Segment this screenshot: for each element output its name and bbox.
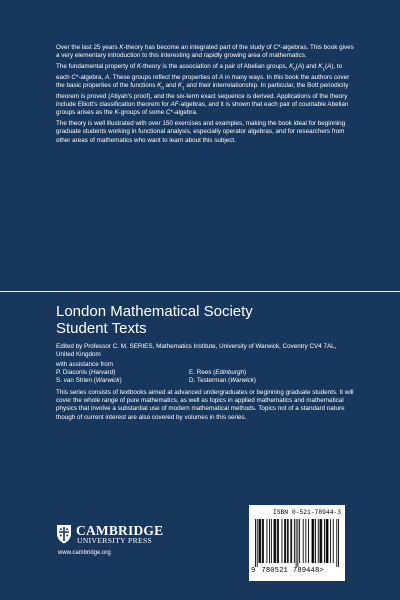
barcode-bar	[259, 519, 260, 563]
barcode-bar	[262, 519, 263, 563]
barcode-bar	[318, 519, 319, 563]
barcode-bar	[330, 519, 331, 563]
barcode-bar	[259, 519, 260, 563]
assistant-rees: E. Rees (Edinburgh)	[189, 369, 247, 376]
barcode-bar	[328, 519, 329, 563]
blurb-paragraph-exercises: The theory is well illustrated with over 150 exercises and examples, making the book ideal for beginning graduate students working in functional analysis, especially operator algebras, and for researchers from other areas of mathematics who want to learn about this subject.	[56, 120, 346, 144]
series-title-line-1: London Mathematical Society	[56, 303, 253, 320]
barcode-bar	[271, 519, 272, 563]
barcode-bar	[303, 519, 304, 563]
ean-number	[251, 567, 343, 576]
barcode-bar	[312, 519, 313, 563]
assistant-testerman: D. Testerman (Warwick)	[189, 377, 256, 385]
series-title	[56, 303, 356, 337]
barcode-bar	[320, 519, 321, 563]
barcode-bar	[274, 519, 275, 563]
barcode-bar	[324, 519, 325, 563]
ean-left-group: 780521	[261, 567, 288, 575]
barcode-bar	[308, 519, 309, 563]
barcode-bar	[290, 519, 291, 563]
barcode-bar	[294, 519, 295, 563]
barcode-bar	[277, 519, 278, 563]
barcode-bar	[291, 519, 292, 563]
barcode-bar	[313, 519, 314, 563]
barcode-bar	[255, 519, 256, 567]
barcode-bar	[312, 519, 313, 563]
barcode-bar	[296, 519, 297, 567]
publisher-subtitle: UNIVERSITY PRESS	[77, 536, 153, 545]
barcode-bar	[299, 519, 300, 563]
barcode-bar	[284, 519, 285, 563]
barcode-bar	[305, 519, 306, 563]
barcode-bar	[333, 519, 334, 563]
barcode-bar	[336, 519, 337, 567]
assistants-row	[56, 377, 356, 385]
assistants-list	[56, 369, 356, 385]
barcode-bar	[266, 519, 267, 563]
barcode-bar	[326, 519, 327, 563]
barcode-bar	[274, 519, 275, 563]
barcode-bar	[260, 519, 261, 563]
barcode-bar	[257, 519, 258, 567]
barcode-bar	[285, 519, 286, 563]
barcode-panel	[249, 505, 345, 581]
ean-right-group: 789448	[292, 567, 320, 575]
series-editor: Edited by Professor C. M. SERIES, Mathematics Institute, University of Warwick, Coventry CV4 7AL, United Kingdom	[56, 343, 337, 359]
publisher-name: CAMBRIDGE	[76, 523, 164, 538]
barcode-bar	[288, 519, 289, 563]
barcode-bar	[315, 519, 316, 563]
barcode-bar	[282, 519, 283, 563]
barcode-bar	[338, 519, 339, 567]
assistant-van-strien: S. van Strien (Warwick)	[56, 377, 122, 385]
series-title-line-2: Student Texts	[56, 320, 147, 337]
barcode-bar	[287, 519, 288, 563]
barcode-bar	[275, 519, 276, 563]
barcode-bar	[320, 519, 321, 563]
assistant-diaconis: P. Diaconis (Harvard)	[56, 369, 116, 376]
series-description: This series consists of textbooks aimed at advanced undergraduates or beginning graduate students. It will cover the whole range of pure mathematics, as well as topics in applied mathematics and mathematical physics that involve a substantial use of modern mathematical methods. Topics not of a standard nature though of current interest are also covered by volumes in this series.	[56, 389, 354, 421]
barcode-bar	[327, 519, 328, 563]
barcode-bar	[321, 519, 322, 563]
isbn-label: ISBN 0-521-78944-3	[272, 509, 341, 516]
barcode-bar	[263, 519, 264, 563]
ean-end-mark: >	[319, 567, 324, 575]
publisher-url[interactable]: www.cambridge.org	[58, 550, 111, 556]
blurb-paragraph-content: The fundamental property of K-theory is the association of a pair of Abelian groups, $K_0(A)$ and $K_1(A)$, to each C*-algebra, A. These groups reflect the properties of A in many ways. In this book the authors cover the basic properties of the functions $K_0$ and $K_1$ and their interrelationship. In particular, the Bott periodicity theorem is proved (Atiyah's proof), and the six-term exact sequence is derived. Applications of the theory include Elliott's classification theorem for AF-algebras, and it is shown that each pair of countable Abelian groups arises as the K-groups of some C*-algebra.	[56, 63, 350, 116]
barcode-bar	[278, 519, 279, 563]
shield-crest-icon	[56, 524, 72, 544]
barcode-icon	[255, 519, 339, 567]
blurb-paragraph-intro: Over the last 25 years K-theory has become an integrated part of the study of C*-algebras. This book gives a very elementary introduction to this interesting and rapidly growing area of mathematics.	[56, 44, 354, 60]
assistance-label: with assistance from	[56, 361, 114, 368]
back-cover-blurb	[56, 44, 356, 148]
assistants-row	[56, 369, 356, 377]
section-divider	[0, 291, 400, 292]
ean-first-digit: 9	[251, 567, 256, 575]
barcode-bar	[297, 519, 298, 567]
barcode-bar	[269, 519, 270, 563]
